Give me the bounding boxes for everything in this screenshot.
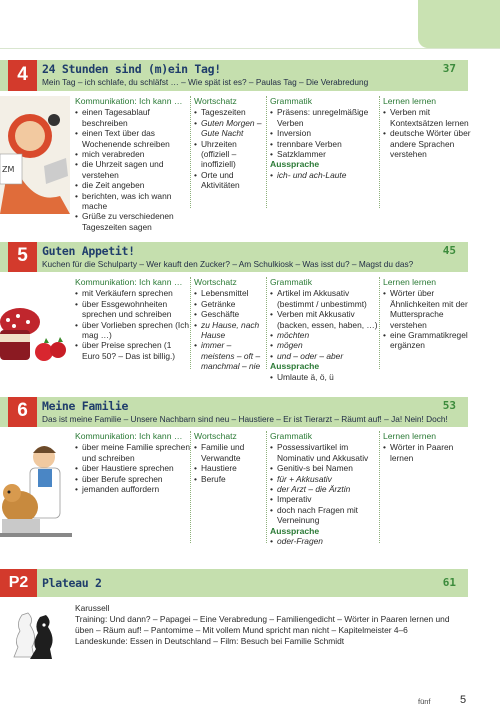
column-divider — [190, 431, 191, 543]
unit-page-number: 45 — [442, 244, 456, 257]
list-item: • und – oder – aber — [270, 351, 378, 361]
list-item: • Verben mit Akkusativ (backen, essen, haben, …) — [270, 309, 378, 330]
list-item: • Orte und Aktivitäten — [194, 170, 266, 191]
wortschatz-column — [194, 431, 266, 484]
list-item: • Satzklammer — [270, 149, 378, 159]
list-item: • deutsche Wörter über andere Sprachen verstehen — [383, 128, 471, 159]
grammatik-heading: Grammatik — [270, 96, 313, 106]
list-item: • oder-Fragen — [270, 536, 378, 546]
chess-pieces-illustration — [0, 603, 66, 663]
unit-number-badge: 4 — [8, 60, 37, 91]
lernen-heading: Lernen lernen — [383, 431, 437, 441]
unit-illustration — [0, 437, 72, 545]
wortschatz-column — [194, 96, 266, 191]
list-item: • Berufe — [194, 474, 266, 484]
unit-number-badge: 6 — [8, 397, 37, 427]
column-divider — [190, 96, 191, 208]
list-item: • eine Grammatikregel ergänzen — [383, 330, 471, 351]
kommunikation-column — [75, 431, 191, 494]
list-item: • Umlaute ä, ö, ü — [270, 372, 378, 382]
list-item: • für + Akkusativ — [270, 474, 378, 484]
list-item: • Haustiere — [194, 463, 266, 473]
aussprache-heading: Aussprache — [270, 159, 320, 170]
wortschatz-heading: Wortschatz — [194, 96, 237, 106]
list-item: • über Essgewohnheiten sprechen und schreiben — [75, 299, 191, 320]
list-item: • Lebensmittel — [194, 288, 266, 298]
column-divider — [266, 96, 267, 208]
list-item: • mich verabreden — [75, 149, 191, 159]
column-divider — [379, 277, 380, 369]
list-item: • Artikel im Akkusativ (bestimmt / unbestimmt) — [270, 288, 378, 309]
list-item: • Präsens: unregelmäßige Verben — [270, 107, 378, 128]
corner-tab — [418, 0, 500, 48]
list-item: • doch nach Fragen mit Verneinung — [270, 505, 378, 526]
list-item: • Wörter über Ähnlichkeiten mit der Muttersprache verstehen — [383, 288, 471, 330]
list-item: • Geschäfte — [194, 309, 266, 319]
column-divider — [266, 431, 267, 543]
unit-title[interactable]: 24 Stunden sind (m)ein Tag! — [42, 62, 221, 76]
column-divider — [379, 431, 380, 543]
column-divider — [190, 277, 191, 369]
list-item: • Imperativ — [270, 494, 378, 504]
list-item: • zu Hause, nach Hause — [194, 320, 266, 341]
list-item: • ich- und ach-Laute — [270, 170, 378, 180]
column-divider — [379, 96, 380, 208]
list-item: • die Uhrzeit sagen und verstehen — [75, 159, 191, 180]
kommunikation-heading: Kommunikation: Ich kann … — [75, 277, 183, 287]
list-item: • immer – meistens – oft – manchmal – nie — [194, 340, 266, 371]
grammatik-heading: Grammatik — [270, 277, 313, 287]
unit-subtitle: Das ist meine Familie – Unsere Nachbarn sind neu – Haustiere – Er ist Tierarzt – Räumt auf! – Ja! Nein! Doch! — [42, 414, 448, 424]
unit-subtitle: Kuchen für die Schulparty – Wer kauft den Zucker? – Am Schulkiosk – Was isst du? – Magst du das? — [42, 259, 414, 269]
kommunikation-column — [75, 277, 191, 361]
list-item: • Guten Morgen – Gute Nacht — [194, 118, 266, 139]
list-item: • einen Text über das Wochenende schreiben — [75, 128, 191, 149]
grammatik-column — [270, 431, 378, 546]
plateau-page-number: 61 — [442, 576, 456, 589]
list-item: • einen Tagesablauf beschreiben — [75, 107, 191, 128]
list-item: • Verben mit Kontextsätzen lernen — [383, 107, 471, 128]
list-item: • über Berufe sprechen — [75, 474, 191, 484]
grammatik-column — [270, 96, 378, 180]
list-item: • über meine Familie sprechen und schreiben — [75, 442, 191, 463]
grammatik-column — [270, 277, 378, 382]
unit-page-number: 37 — [442, 62, 456, 75]
unit-header — [0, 242, 468, 272]
lernen-column — [383, 431, 471, 463]
column-divider — [266, 277, 267, 369]
lernen-heading: Lernen lernen — [383, 96, 437, 106]
list-item: • über Preise sprechen (1 Euro 50? – Das ist billig.) — [75, 340, 191, 361]
wortschatz-heading: Wortschatz — [194, 277, 237, 287]
unit-illustration — [0, 292, 70, 372]
kommunikation-column — [75, 96, 191, 232]
list-item: • möchten — [270, 330, 378, 340]
aussprache-heading: Aussprache — [270, 361, 320, 372]
list-item: • die Zeit angeben — [75, 180, 191, 190]
unit-page-number: 53 — [442, 399, 456, 412]
list-item: • Familie und Verwandte — [194, 442, 266, 463]
lernen-column — [383, 96, 471, 159]
unit-subtitle: Mein Tag – ich schlafe, du schläfst … – Wie spät ist es? – Paulas Tag – Die Verabredung — [42, 77, 369, 87]
list-item: • Tageszeiten — [194, 107, 266, 117]
footer-page-word: fünf — [418, 697, 431, 706]
list-item: • über Vorlieben sprechen (Ich mag …) — [75, 320, 191, 341]
list-item: • mit Verkäufern sprechen — [75, 288, 191, 298]
plateau-line: Landeskunde: Essen in Deutschland – Film: Besuch bei Familie Schmidt — [75, 636, 345, 646]
grammatik-heading: Grammatik — [270, 431, 313, 441]
unit-header — [0, 60, 468, 91]
top-divider — [0, 48, 500, 49]
footer-page-number: 5 — [460, 694, 467, 706]
list-item: • Possessivartikel im Nominativ und Akkusativ — [270, 442, 378, 463]
plateau-badge: P2 — [0, 569, 37, 597]
list-item: • jemanden auffordern — [75, 484, 191, 494]
lernen-column — [383, 277, 471, 351]
list-item: • der Arzt – die Ärztin — [270, 484, 378, 494]
list-item: • Getränke — [194, 299, 266, 309]
plateau-header — [0, 569, 468, 597]
list-item: • über Haustiere sprechen — [75, 463, 191, 473]
list-item: • berichten, was ich wann mache — [75, 191, 191, 212]
lernen-heading: Lernen lernen — [383, 277, 437, 287]
list-item: • trennbare Verben — [270, 139, 378, 149]
unit-number-badge: 5 — [8, 242, 37, 272]
unit-title[interactable]: Guten Appetit! — [42, 244, 135, 258]
list-item: • Genitiv-s bei Namen — [270, 463, 378, 473]
kommunikation-heading: Kommunikation: Ich kann … — [75, 431, 183, 441]
list-item: • Grüße zu verschiedenen Tageszeiten sagen — [75, 211, 191, 232]
wortschatz-heading: Wortschatz — [194, 431, 237, 441]
aussprache-heading: Aussprache — [270, 525, 320, 536]
unit-illustration — [0, 96, 70, 214]
list-item: • Wörter in Paaren lernen — [383, 442, 471, 463]
plateau-title[interactable]: Plateau 2 — [42, 576, 102, 590]
kommunikation-heading: Kommunikation: Ich kann … — [75, 96, 183, 106]
unit-header — [0, 397, 468, 427]
svg-text:ZM: ZM — [2, 165, 15, 174]
plateau-line: Karussell — [75, 603, 110, 613]
list-item: • Uhrzeiten (offiziell – inoffiziell) — [194, 139, 266, 170]
wortschatz-column — [194, 277, 266, 372]
list-item: • mögen — [270, 340, 378, 350]
unit-title[interactable]: Meine Familie — [42, 399, 129, 413]
plateau-line: Training: Und dann? – Papagei – Eine Verabredung – Familiengedicht – Wörter in Paaren lernen und üben – Räum auf! – Pantomime – Mit vollem Mund spricht man nicht – Kapitelmeister 4–6 — [75, 614, 450, 635]
list-item: • Inversion — [270, 128, 378, 138]
